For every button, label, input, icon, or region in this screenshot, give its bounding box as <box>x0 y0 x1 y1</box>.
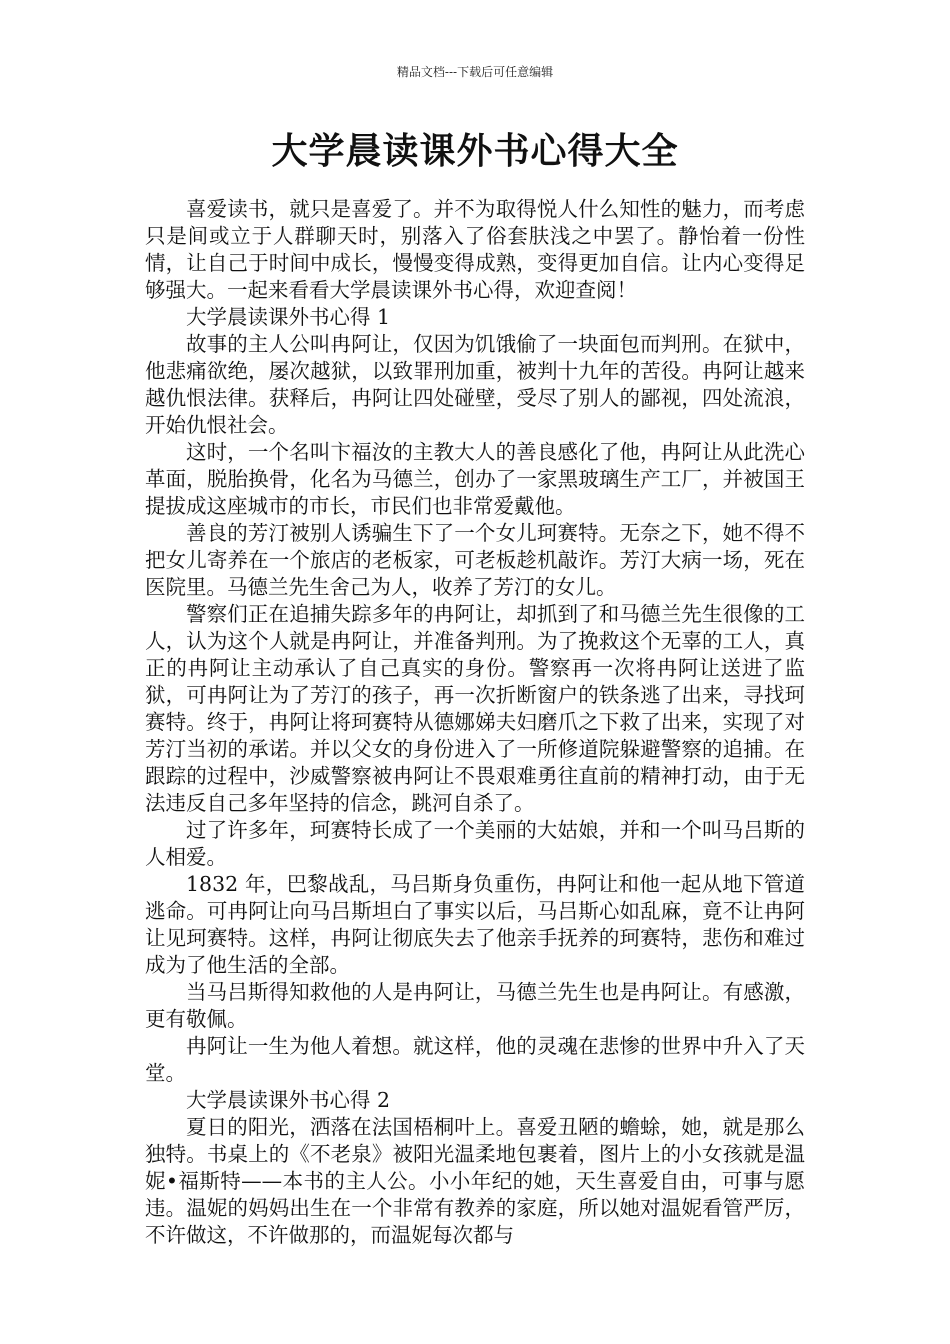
page-header: 精品文档---下载后可任意编辑 <box>396 65 554 79</box>
body-paragraph: 1832 年，巴黎战乱，马吕斯身负重伤，冉阿让和他一起从地下管道逃命。可冉阿让向马吕斯坦白了事实以后，马吕斯心如乱麻，竟不让冉阿让见珂赛特。这样，冉阿让彻底失去了他亲手抚养的珂赛特，悲伤和难过成为了他生活的全部。 <box>145 872 805 977</box>
body-paragraph: 夏日的阳光，洒落在法国梧桐叶上。喜爱丑陋的蟾蜍，她，就是那么独特。书桌上的《不老泉》被阳光温柔地包裹着，图片上的小女孩就是温妮•福斯特——本书的主人公。小小年纪的她，天生喜爱自由，可事与愿违。温妮的妈妈出生在一个非常有教养的家庭，所以她对温妮看管严厉，不许做这，不许做那的，而温妮每次都与 <box>145 1115 805 1247</box>
body-paragraph: 警察们正在追捕失踪多年的冉阿让，却抓到了和马德兰先生很像的工人，认为这个人就是冉阿让，并准备判刑。为了挽救这个无辜的工人，真正的冉阿让主动承认了自己真实的身份。警察再一次将冉阿让送进了监狱，可冉阿让为了芳汀的孩子，再一次折断窗户的铁条逃了出来，寻找珂赛特。终于，冉阿让将珂赛特从德娜娣夫妇磨爪之下救了出来，实现了对芳汀当初的承诺。并以父女的身份进入了一所修道院躲避警察的追捕。在跟踪的过程中，沙威警察被冉阿让不畏艰难勇往直前的精神打动，由于无法违反自己多年坚持的信念，跳河自杀了。 <box>145 602 805 815</box>
body-paragraph: 过了许多年，珂赛特长成了一个美丽的大姑娘，并和一个叫马吕斯的人相爱。 <box>145 818 805 869</box>
section-heading-1: 大学晨读课外书心得 1 <box>186 305 391 329</box>
body-paragraph: 善良的芳汀被别人诱骗生下了一个女儿珂赛特。无奈之下，她不得不把女儿寄养在一个旅店的老板家，可老板趁机敲诈。芳汀大病一场，死在医院里。马德兰先生舍己为人，收养了芳汀的女儿。 <box>145 521 805 599</box>
body-paragraph: 当马吕斯得知救他的人是冉阿让，马德兰先生也是冉阿让。有感激，更有敬佩。 <box>145 980 805 1031</box>
section-heading-2: 大学晨读课外书心得 2 <box>186 1088 391 1112</box>
intro-paragraph: 喜爱读书，就只是喜爱了。并不为取得悦人什么知性的魅力，而考虑只是间或立于人群聊天时，别落入了俗套肤浅之中罢了。静怡着一份性情，让自己于时间中成长，慢慢变得成熟，变得更加自信。让内心变得足够强大。一起来看看大学晨读课外书心得，欢迎查阅！ <box>145 197 805 302</box>
document-title: 大学晨读课外书心得大全 <box>271 131 679 172</box>
document-body <box>145 196 805 1249</box>
body-paragraph: 冉阿让一生为他人着想。就这样，他的灵魂在悲惨的世界中升入了天堂。 <box>145 1034 805 1085</box>
body-paragraph: 这时，一个名叫卞福汝的主教大人的善良感化了他，冉阿让从此洗心革面，脱胎换骨，化名为马德兰，创办了一家黑玻璃生产工厂，并被国王提拔成这座城市的市长，市民们也非常爱戴他。 <box>145 440 805 518</box>
body-paragraph: 故事的主人公叫冉阿让，仅因为饥饿偷了一块面包而判刑。在狱中，他悲痛欲绝，屡次越狱，以致罪刑加重，被判十九年的苦役。冉阿让越来越仇恨法律。获释后，冉阿让四处碰壁，受尽了别人的鄙视，四处流浪，开始仇恨社会。 <box>145 332 805 437</box>
